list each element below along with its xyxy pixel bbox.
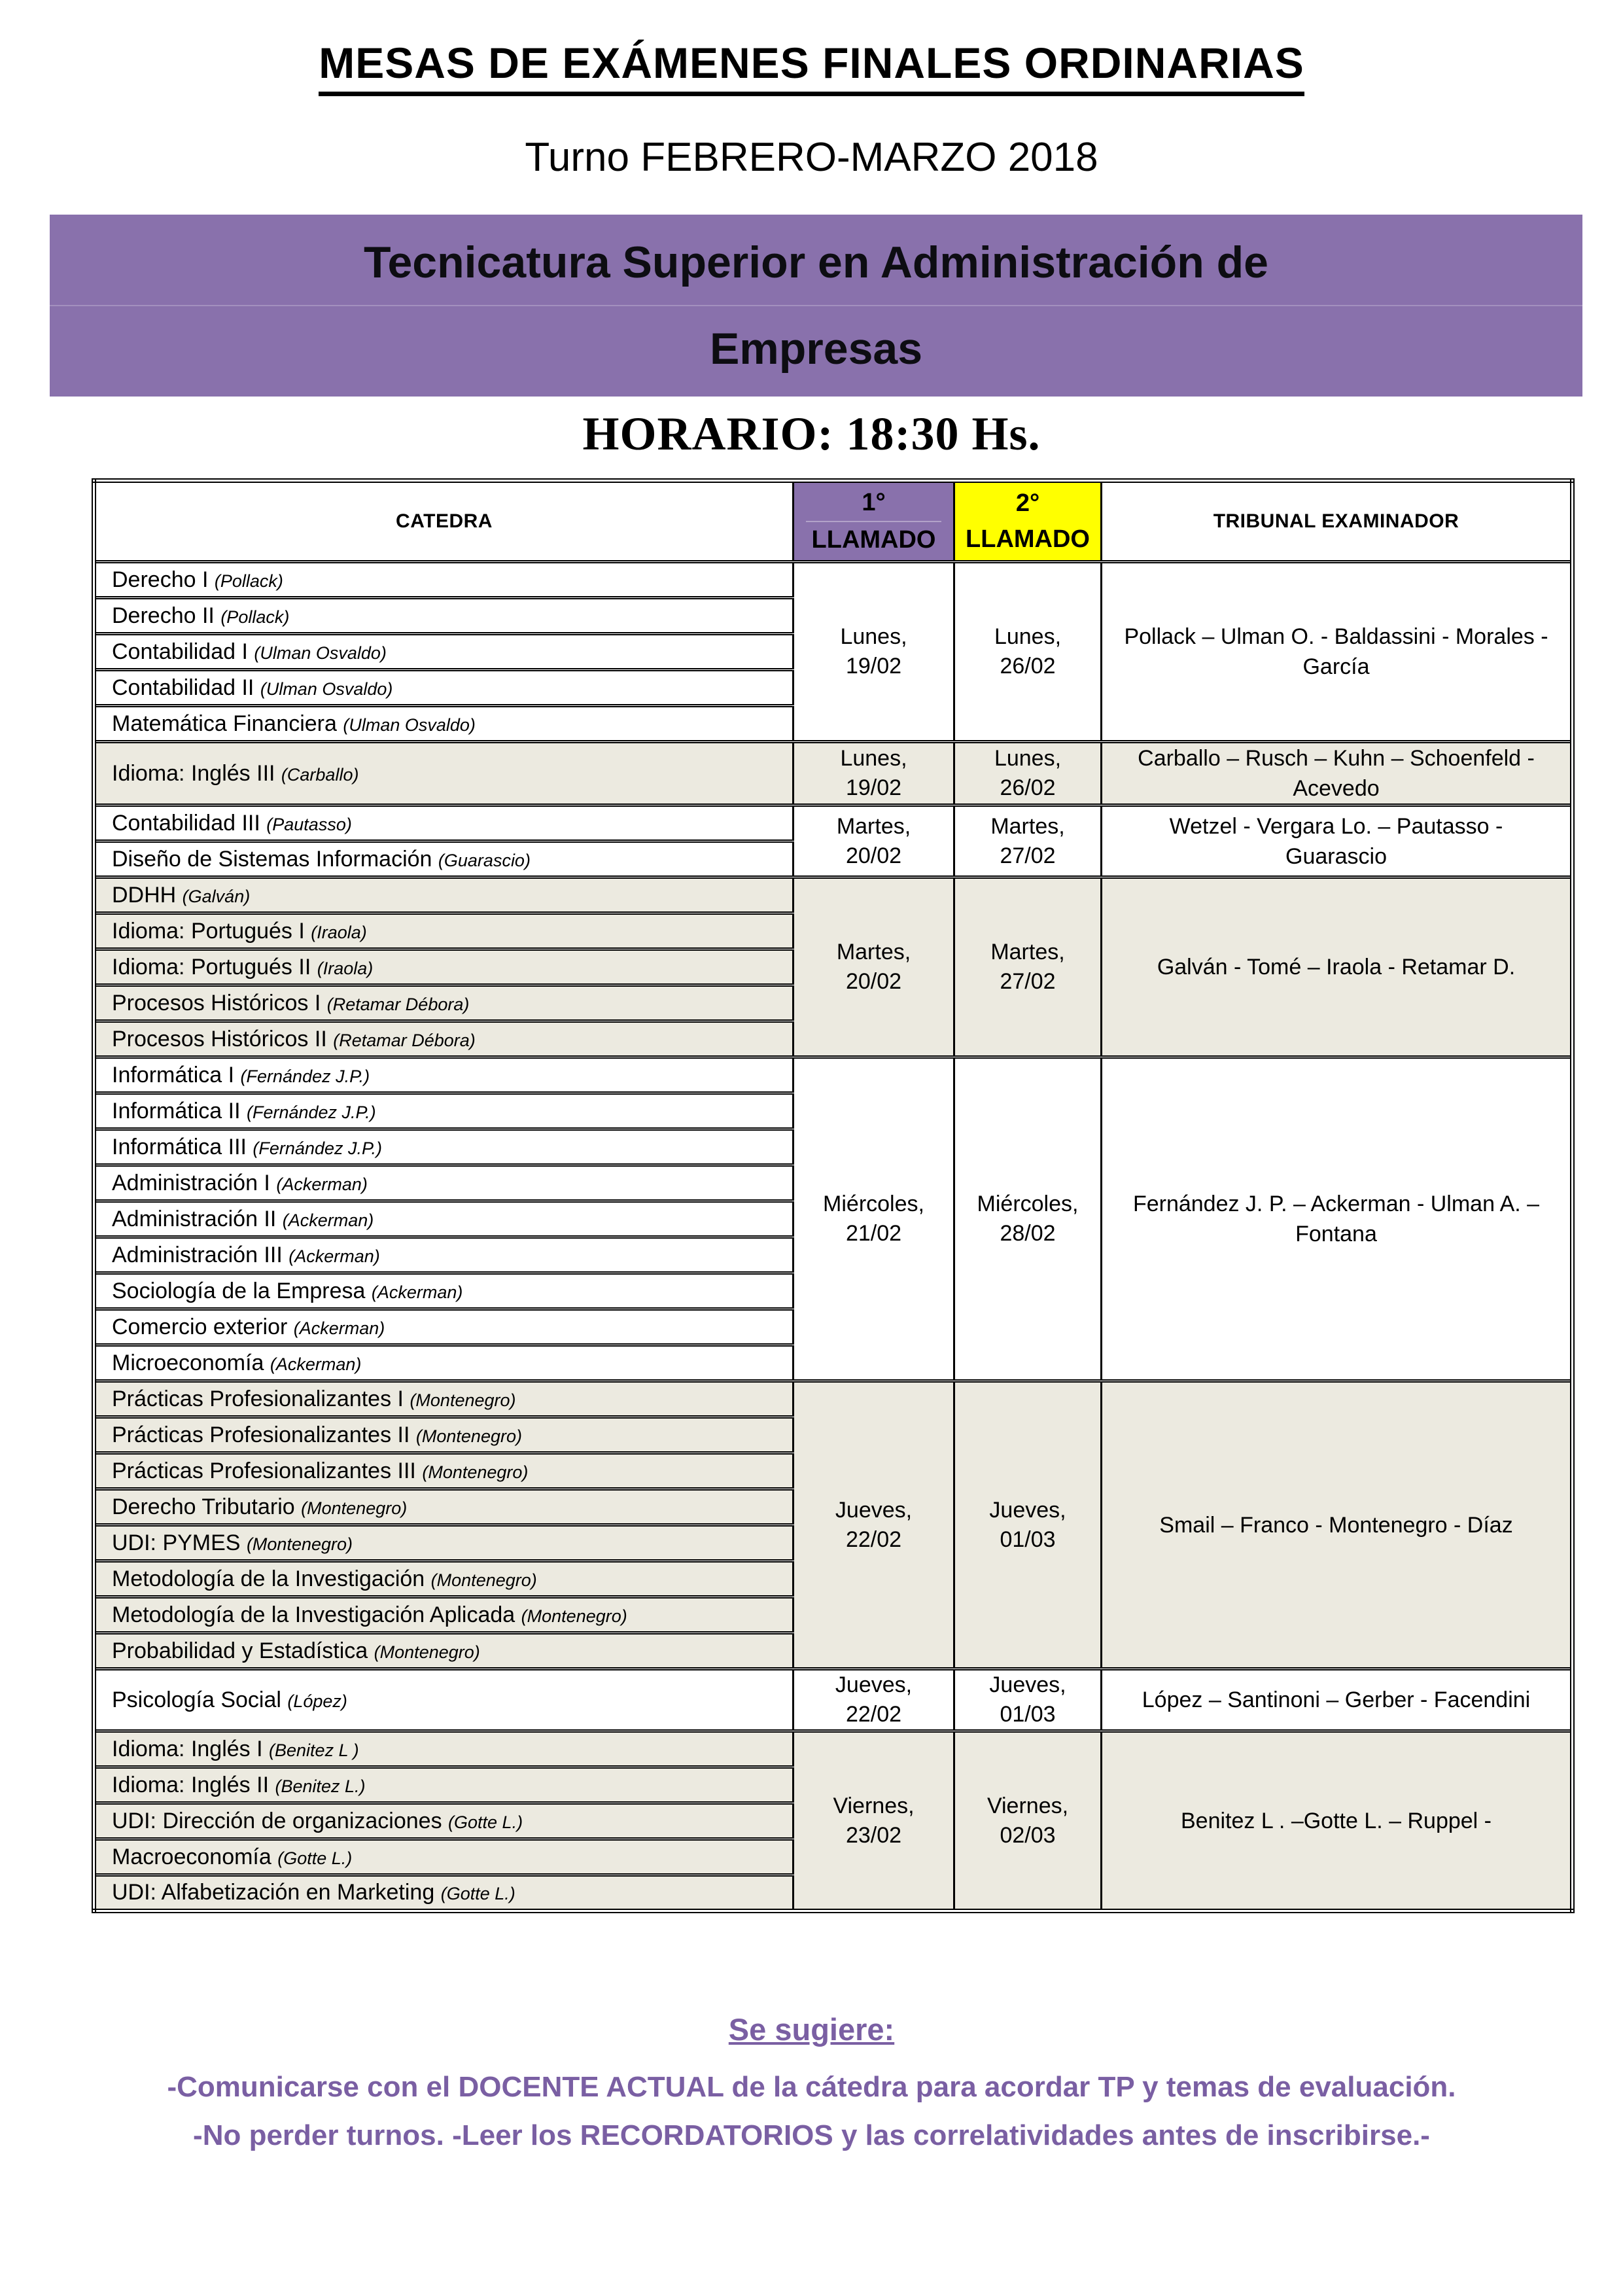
footer-notes: [0, 2011, 1623, 2160]
call-date: 21/02: [845, 1221, 902, 1246]
second-call-cell: [954, 1057, 1102, 1381]
course-cell: [94, 1237, 794, 1273]
course-cell: [94, 1597, 794, 1633]
call-date: 20/02: [845, 843, 902, 868]
course-professor: (Fernández J.P.): [240, 1066, 370, 1086]
page-title: MESAS DE EXÁMENES FINALES ORDINARIAS: [319, 38, 1304, 96]
table-row: [94, 1057, 1573, 1093]
schedule-time: HORARIO: 18:30 Hs.: [582, 408, 1041, 460]
course-cell: [94, 1453, 794, 1489]
course-name: Prácticas Profesionalizantes II: [112, 1422, 410, 1447]
footer-heading: Se sugiere:: [728, 2012, 895, 2047]
course-professor: (Retamar Débora): [333, 1030, 476, 1050]
course-name: Derecho Tributario: [112, 1494, 295, 1519]
header-second-call-label: LLAMADO: [966, 525, 1090, 553]
course-name: Prácticas Profesionalizantes I: [112, 1386, 404, 1411]
first-call-cell: [794, 1731, 954, 1911]
tribunal-cell: Carballo – Rusch – Kuhn – Schoenfeld - Acevedo: [1102, 742, 1573, 805]
course-cell: [94, 634, 794, 670]
call-day: Lunes,: [840, 624, 907, 649]
course-cell: [94, 706, 794, 742]
course-professor: (Pollack): [220, 607, 290, 627]
course-name: Informática I: [112, 1062, 235, 1087]
course-name: Administración I: [112, 1170, 270, 1195]
course-professor: (Gotte L.): [440, 1884, 515, 1903]
course-professor: (Benitez L.): [275, 1776, 366, 1796]
course-professor: (Montenegro): [410, 1390, 516, 1410]
course-name: Prácticas Profesionalizantes III: [112, 1458, 416, 1483]
header-tribunal: TRIBUNAL EXAMINADOR: [1102, 481, 1573, 562]
course-cell: [94, 1345, 794, 1381]
call-date: 20/02: [845, 969, 902, 994]
tribunal-cell: Smail – Franco - Montenegro - Díaz: [1102, 1381, 1573, 1669]
course-professor: (Ackerman): [293, 1318, 385, 1338]
course-cell: [94, 1767, 794, 1803]
course-cell: [94, 1093, 794, 1129]
course-professor: (Guarascio): [438, 850, 531, 870]
course-professor: (Ackerman): [288, 1246, 380, 1266]
call-date: 01/03: [1000, 1527, 1056, 1552]
second-call-cell: [954, 1731, 1102, 1911]
course-name: Probabilidad y Estadística: [112, 1638, 368, 1663]
table-row: [94, 1731, 1573, 1767]
header-second-call-number: 2°: [1015, 489, 1040, 517]
call-day: Martes,: [990, 813, 1065, 839]
course-cell: [94, 1417, 794, 1453]
table-row: [94, 1669, 1573, 1731]
course-cell: [94, 949, 794, 985]
course-professor: (Montenegro): [246, 1534, 353, 1554]
first-call-cell: [794, 1057, 954, 1381]
call-day: Jueves,: [835, 1672, 913, 1697]
course-name: Psicología Social: [112, 1687, 281, 1712]
call-date: 19/02: [845, 654, 902, 679]
table-row: [94, 805, 1573, 841]
call-day: Martes,: [836, 940, 911, 964]
course-cell: [94, 1669, 794, 1731]
program-banner-line1: Tecnicatura Superior en Administración de: [50, 215, 1582, 306]
course-cell: [94, 1489, 794, 1525]
course-cell: [94, 985, 794, 1021]
call-day: Lunes,: [994, 624, 1062, 649]
course-name: Idioma: Portugués I: [112, 918, 305, 944]
table-row: [94, 562, 1573, 598]
tribunal-cell: López – Santinoni – Gerber - Facendini: [1102, 1669, 1573, 1731]
course-cell: [94, 1273, 794, 1309]
tribunal-cell: Pollack – Ulman O. - Baldassini - Morales - García: [1102, 562, 1573, 742]
course-name: Idioma: Inglés III: [112, 760, 275, 786]
course-name: Procesos Históricos II: [112, 1026, 327, 1051]
course-cell: [94, 877, 794, 913]
first-call-cell: [794, 742, 954, 805]
course-name: Sociología de la Empresa: [112, 1278, 366, 1303]
program-banner: [50, 215, 1582, 397]
course-professor: (Pautasso): [266, 814, 352, 834]
course-professor: (López): [287, 1691, 347, 1711]
course-name: Metodología de la Investigación Aplicada: [112, 1602, 515, 1627]
program-banner-line2: Empresas: [709, 324, 923, 374]
second-call-cell: [954, 1381, 1102, 1669]
call-day: Martes,: [990, 940, 1065, 964]
footer-note-2: -No perder turnos. -Leer los RECORDATORIOS y las correlatividades antes de inscribirse.-: [193, 2119, 1430, 2151]
call-date: 26/02: [1000, 654, 1056, 679]
course-cell: [94, 670, 794, 706]
footer-note-1: -Comunicarse con el DOCENTE ACTUAL de la cátedra para acordar TP y temas de evaluación.: [167, 2071, 1456, 2103]
course-name: Administración III: [112, 1242, 283, 1267]
course-name: Procesos Históricos I: [112, 990, 321, 1016]
second-call-cell: [954, 742, 1102, 805]
course-cell: [94, 1057, 794, 1093]
tribunal-cell: Wetzel - Vergara Lo. – Pautasso - Guarascio: [1102, 805, 1573, 877]
course-name: Contabilidad III: [112, 810, 260, 836]
call-date: 19/02: [845, 775, 902, 800]
course-name: Idioma: Inglés I: [112, 1736, 263, 1761]
course-name: DDHH: [112, 882, 177, 908]
course-cell: [94, 805, 794, 841]
table-row: [94, 877, 1573, 913]
course-professor: (Retamar Débora): [326, 994, 470, 1014]
call-day: Jueves,: [989, 1497, 1066, 1523]
course-name: UDI: Alfabetización en Marketing: [112, 1880, 435, 1905]
call-date: 27/02: [1000, 969, 1056, 994]
header-catedra: CATEDRA: [94, 481, 794, 562]
course-cell: [94, 598, 794, 634]
table-row: [94, 742, 1573, 805]
course-cell: [94, 1129, 794, 1165]
course-professor: (Ulman Osvaldo): [254, 643, 387, 663]
call-date: 26/02: [1000, 775, 1056, 800]
course-name: UDI: Dirección de organizaciones: [112, 1808, 442, 1833]
course-cell: [94, 1875, 794, 1911]
course-cell: [94, 1201, 794, 1237]
first-call-cell: [794, 877, 954, 1057]
first-call-cell: [794, 1669, 954, 1731]
course-cell: [94, 1839, 794, 1875]
course-professor: (Ackerman): [371, 1282, 463, 1302]
header-first-call-label: LLAMADO: [811, 526, 936, 554]
course-professor: (Ackerman): [282, 1210, 374, 1230]
course-professor: (Iraola): [317, 958, 374, 978]
call-date: 27/02: [1000, 843, 1056, 868]
course-professor: (Iraola): [311, 922, 367, 942]
course-professor: (Montenegro): [415, 1426, 522, 1446]
call-day: Viernes,: [833, 1793, 915, 1818]
course-name: Contabilidad II: [112, 675, 254, 700]
course-professor: (Ackerman): [276, 1174, 368, 1194]
course-cell: [94, 1021, 794, 1057]
course-cell: [94, 913, 794, 949]
call-day: Lunes,: [840, 746, 907, 771]
second-call-cell: [954, 877, 1102, 1057]
course-name: Administración II: [112, 1206, 277, 1231]
course-name: Macroeconomía: [112, 1844, 271, 1869]
course-professor: (Montenegro): [301, 1498, 408, 1518]
course-professor: (Montenegro): [521, 1606, 627, 1626]
header-first-call: [794, 481, 954, 562]
header-second-call: [954, 481, 1102, 562]
tribunal-cell: Galván - Tomé – Iraola - Retamar D.: [1102, 877, 1573, 1057]
call-date: 23/02: [845, 1822, 902, 1848]
course-professor: (Fernández J.P.): [246, 1102, 376, 1122]
first-call-cell: [794, 562, 954, 742]
course-name: Informática III: [112, 1134, 247, 1159]
course-cell: [94, 1381, 794, 1417]
course-professor: (Ulman Osvaldo): [260, 679, 393, 699]
course-professor: (Carballo): [281, 764, 359, 785]
table-header-row: [94, 481, 1573, 562]
course-professor: (Montenegro): [430, 1570, 537, 1590]
second-call-cell: [954, 1669, 1102, 1731]
course-name: Derecho I: [112, 567, 209, 592]
course-cell: [94, 742, 794, 805]
tribunal-cell: Benitez L . –Gotte L. – Ruppel -: [1102, 1731, 1573, 1911]
call-date: 22/02: [845, 1527, 902, 1552]
call-date: 01/03: [1000, 1702, 1056, 1727]
course-name: UDI: PYMES: [112, 1530, 241, 1555]
course-professor: (Fernández J.P.): [253, 1138, 383, 1158]
course-cell: [94, 1731, 794, 1767]
course-professor: (Galván): [182, 886, 251, 906]
course-cell: [94, 1633, 794, 1669]
course-professor: (Benitez L ): [269, 1740, 359, 1760]
call-date: 28/02: [1000, 1221, 1056, 1246]
term-subtitle: Turno FEBRERO-MARZO 2018: [525, 135, 1098, 180]
course-name: Idioma: Portugués II: [112, 954, 311, 980]
call-day: Miércoles,: [977, 1192, 1079, 1216]
second-call-cell: [954, 805, 1102, 877]
course-professor: (Pollack): [214, 571, 283, 591]
course-professor: (Gotte L.): [277, 1848, 353, 1868]
call-day: Miércoles,: [823, 1192, 924, 1216]
course-cell: [94, 562, 794, 598]
course-name: Derecho II: [112, 603, 215, 628]
course-name: Microeconomía: [112, 1350, 264, 1375]
call-day: Jueves,: [835, 1497, 913, 1523]
table-row: [94, 1381, 1573, 1417]
course-name: Contabilidad I: [112, 639, 248, 664]
course-name: Metodología de la Investigación: [112, 1566, 425, 1591]
course-cell: [94, 841, 794, 877]
course-cell: [94, 1309, 794, 1345]
schedule-table: [92, 478, 1575, 1913]
course-name: Informática II: [112, 1098, 241, 1123]
course-professor: (Montenegro): [374, 1642, 480, 1662]
call-day: Martes,: [836, 813, 911, 839]
course-name: Comercio exterior: [112, 1314, 288, 1339]
course-cell: [94, 1803, 794, 1839]
course-professor: (Gotte L.): [448, 1812, 523, 1832]
header-first-call-number: 1°: [806, 489, 941, 522]
call-day: Viernes,: [986, 1793, 1069, 1818]
call-day: Lunes,: [994, 746, 1062, 771]
course-cell: [94, 1525, 794, 1561]
course-professor: (Ackerman): [270, 1354, 362, 1374]
second-call-cell: [954, 562, 1102, 742]
course-cell: [94, 1165, 794, 1201]
course-name: Idioma: Inglés II: [112, 1772, 270, 1797]
call-date: 22/02: [845, 1702, 902, 1727]
call-date: 02/03: [1000, 1822, 1056, 1848]
first-call-cell: [794, 1381, 954, 1669]
course-name: Matemática Financiera: [112, 711, 337, 736]
tribunal-cell: Fernández J. P. – Ackerman - Ulman A. –Fontana: [1102, 1057, 1573, 1381]
first-call-cell: [794, 805, 954, 877]
call-day: Jueves,: [989, 1672, 1066, 1697]
course-professor: (Ulman Osvaldo): [343, 715, 476, 735]
course-cell: [94, 1561, 794, 1597]
course-name: Diseño de Sistemas Información: [112, 846, 432, 872]
course-professor: (Montenegro): [422, 1462, 529, 1482]
